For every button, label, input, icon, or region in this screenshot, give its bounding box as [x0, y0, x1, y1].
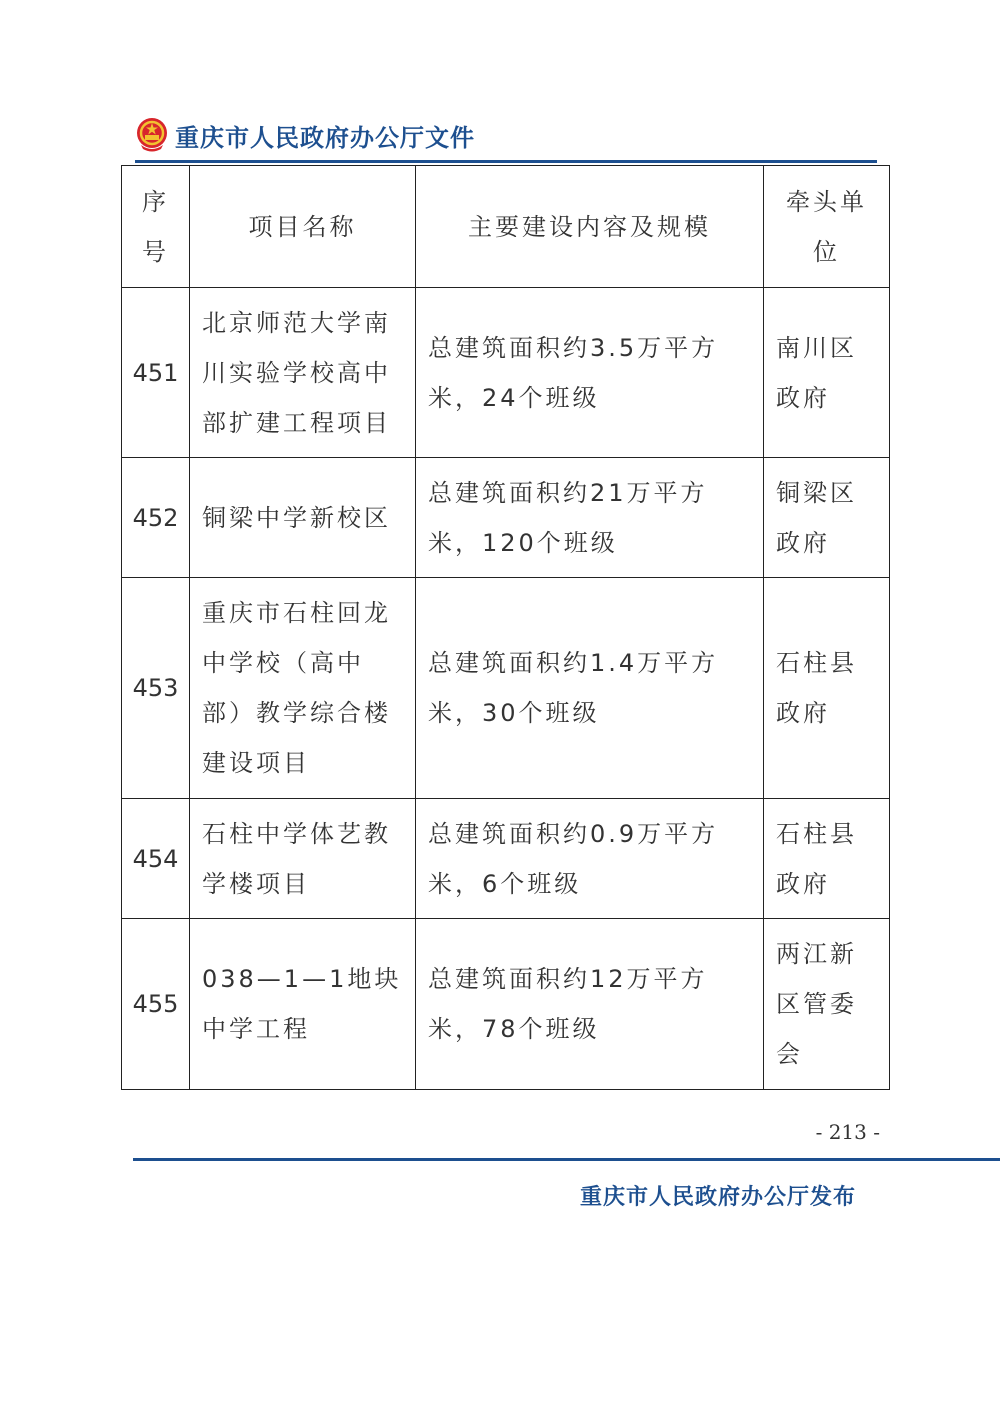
document-header [135, 112, 475, 158]
project-name: 重庆市石柱回龙中学校（高中部）教学综合楼建设项目 [190, 578, 416, 799]
project-name: 石柱中学体艺教学楼项目 [190, 799, 416, 919]
table-row [122, 458, 890, 578]
project-name: 铜梁中学新校区 [190, 458, 416, 578]
national-emblem-icon [135, 117, 169, 153]
footer-divider [133, 1158, 1000, 1161]
lead-unit: 两江新区管委会 [764, 919, 890, 1090]
project-name: 北京师范大学南川实验学校高中部扩建工程项目 [190, 288, 416, 458]
construction-content: 总建筑面积约21万平方米，120个班级 [416, 458, 764, 578]
table-row [122, 288, 890, 458]
table-header-row [122, 166, 890, 288]
table-row [122, 799, 890, 919]
column-header-number: 序号 [122, 166, 190, 288]
row-number: 451 [122, 288, 190, 458]
column-header-content: 主要建设内容及规模 [416, 166, 764, 288]
page-number: - 213 - [815, 1120, 880, 1144]
header-divider [135, 160, 877, 163]
column-header-project-name: 项目名称 [190, 166, 416, 288]
table-row [122, 578, 890, 799]
lead-unit: 南川区政府 [764, 288, 890, 458]
row-number: 455 [122, 919, 190, 1090]
construction-content: 总建筑面积约12万平方米，78个班级 [416, 919, 764, 1090]
construction-content: 总建筑面积约0.9万平方米，6个班级 [416, 799, 764, 919]
construction-content: 总建筑面积约3.5万平方米，24个班级 [416, 288, 764, 458]
lead-unit: 石柱县政府 [764, 578, 890, 799]
column-header-lead-unit: 牵头单位 [764, 166, 890, 288]
lead-unit: 石柱县政府 [764, 799, 890, 919]
lead-unit: 铜梁区政府 [764, 458, 890, 578]
footer-publisher: 重庆市人民政府办公厅发布 [580, 1184, 857, 1210]
table-row [122, 919, 890, 1090]
row-number: 454 [122, 799, 190, 919]
project-name: 038—1—1地块中学工程 [190, 919, 416, 1090]
project-table [121, 165, 890, 1090]
construction-content: 总建筑面积约1.4万平方米，30个班级 [416, 578, 764, 799]
document-header-title: 重庆市人民政府办公厅文件 [175, 122, 475, 152]
row-number: 452 [122, 458, 190, 578]
row-number: 453 [122, 578, 190, 799]
